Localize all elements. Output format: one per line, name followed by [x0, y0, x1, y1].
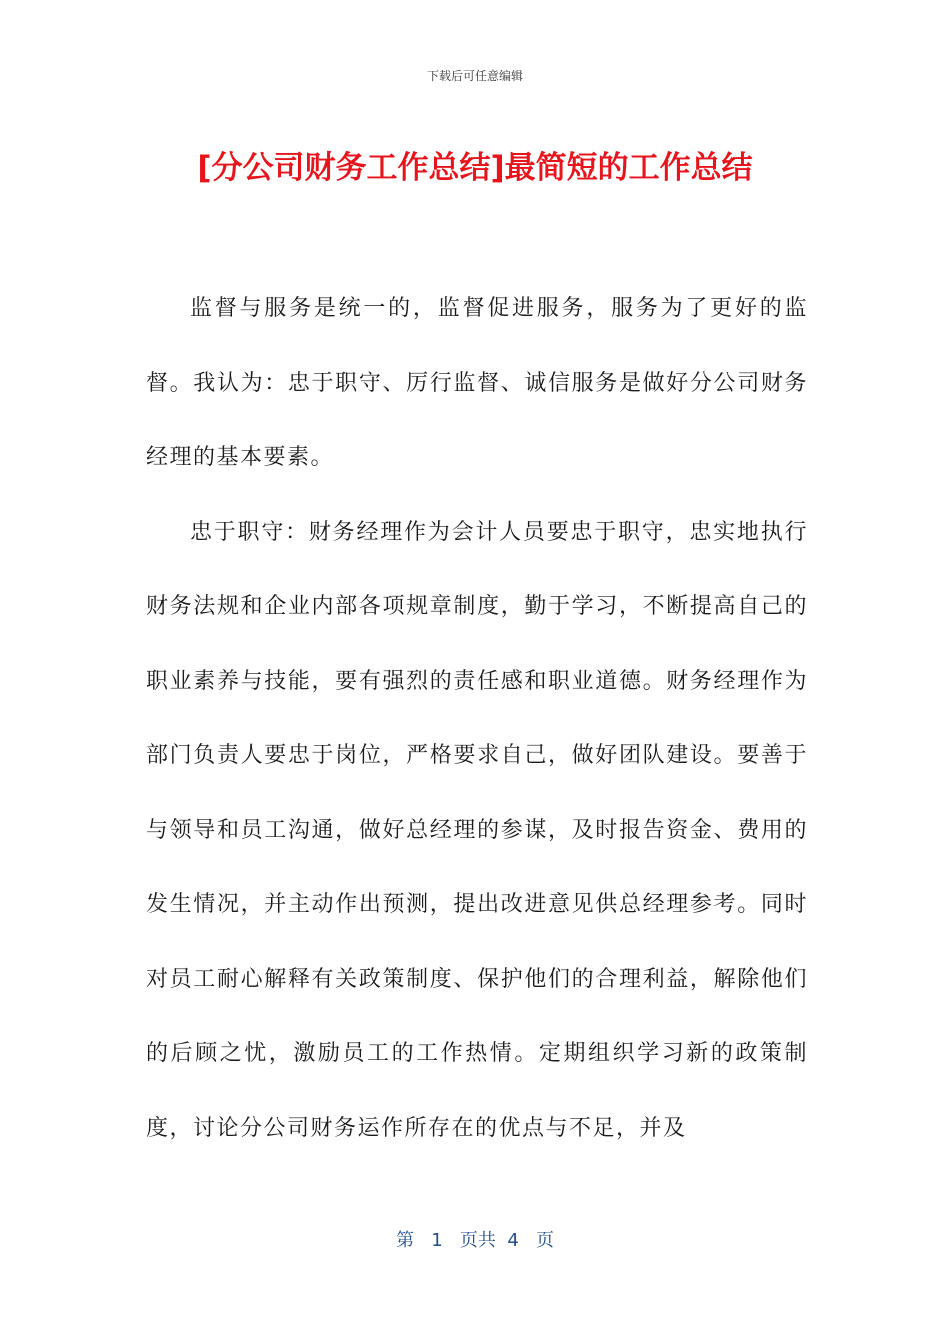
document-body: [146, 272, 808, 1166]
current-page-number: 1: [431, 1230, 443, 1251]
page-middle: 页共: [459, 1230, 496, 1251]
page-prefix: 第: [396, 1230, 415, 1251]
page-suffix: 页: [535, 1230, 554, 1251]
paragraph-2: 忠于职守：财务经理作为会计人员要忠于职守，忠实地执行财务法规和企业内部各项规章制度，勤于学习，不断提高自己的职业素养与技能，要有强烈的责任感和职业道德。财务经理作为部门负责人要忠于岗位，严格要求自己，做好团队建设。要善于与领导和员工沟通，做好总经理的参谋，及时报告资金、费用的发生情况，并主动作出预测，提出改进意见供总经理参考。同时对员工耐心解释有关政策制度、保护他们的合理利益，解除他们的后顾之忧，激励员工的工作热情。定期组织学习新的政策制度，讨论分公司财务运作所存在的优点与不足，并及: [146, 519, 808, 1141]
document-title: [分公司财务工作总结]最简短的工作总结: [197, 150, 753, 186]
total-pages: 4: [507, 1230, 519, 1251]
page-footer: [0, 1226, 950, 1252]
paragraph-1: 监督与服务是统一的，监督促进服务，服务为了更好的监督。我认为：忠于职守、厉行监督、诚信服务是做好分公司财务经理的基本要素。: [146, 296, 808, 470]
header-note: 下载后可任意编辑: [426, 69, 523, 83]
